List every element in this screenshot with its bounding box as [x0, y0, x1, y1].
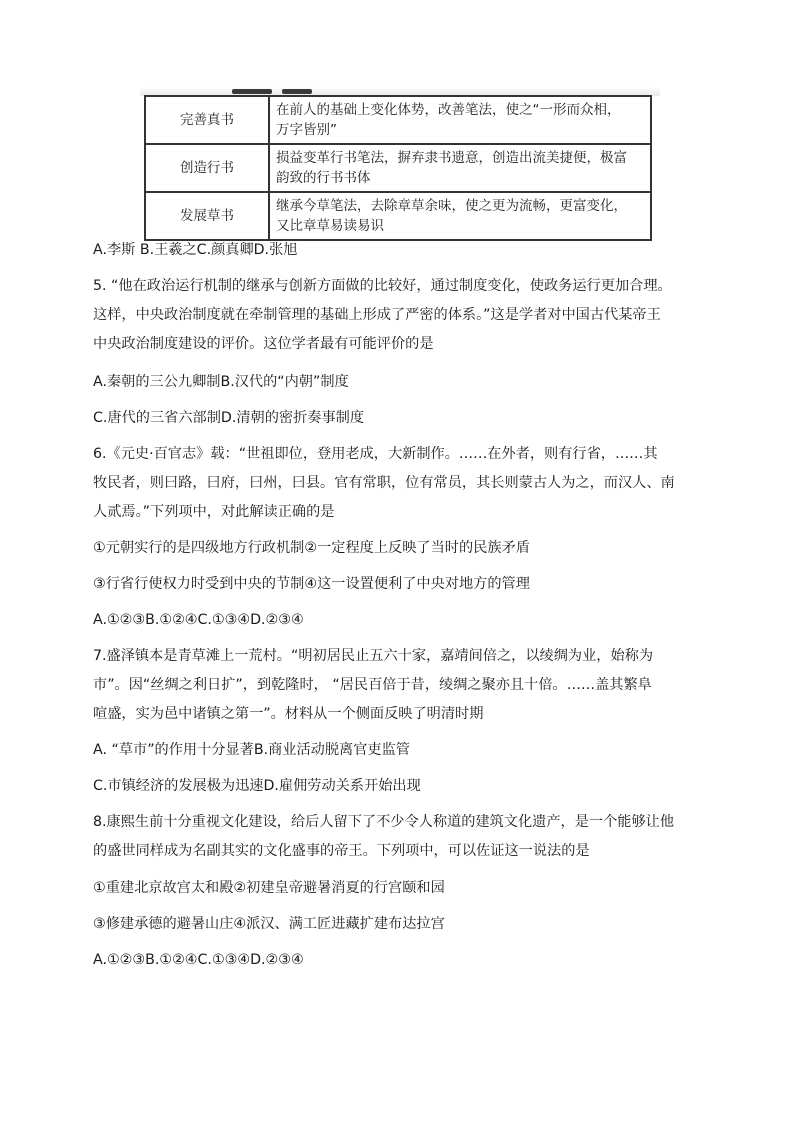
statement-line: ①元朝实行的是四级地方行政机制②一定程度上反映了当时的民族矛盾	[93, 540, 530, 556]
question-5-line: 中央政治制度建设的评价。这位学者最有可能评价的是	[93, 336, 434, 352]
question-5-line: 5. “他在政治运行机制的继承与创新方面做的比较好，通过制度变化，使政务运行更加合理。	[93, 278, 672, 294]
table-cell-item: 发展草书	[145, 192, 269, 240]
table-row	[145, 96, 651, 144]
table-cell-item: 完善真书	[145, 96, 269, 144]
question-8-line: 8.康熙生前十分重视文化建设，给后人留下了不少令人称道的建筑文化遗产，是一个能够让他	[93, 814, 675, 830]
question-5-line: 这样，中央政治制度就在牵制管理的基础上形成了严密的体系。”这是学者对中国古代某帝王	[93, 307, 661, 323]
answer-options-q5: A.秦朝的三公九卿制B.汉代的“内朝”制度	[93, 374, 349, 390]
question-8-line: 的盛世同样成为名副其实的文化盛事的帝王。下列项中，可以佐证这一说法的是	[93, 843, 590, 859]
answer-options-q7: C.市镇经济的发展极为迅速D.雇佣劳动关系开始出现	[93, 778, 421, 794]
scan-mark	[232, 89, 272, 94]
question-6-line: 牧民者，则曰路，曰府，曰州，曰县。官有常职，位有常员，其长则蒙古人为之，而汉人、南	[93, 475, 675, 491]
table-cell-desc	[269, 96, 651, 144]
statement-line: ③行省行使权力时受到中央的节制④这一设置便利了中央对地方的管理	[93, 576, 530, 592]
question-7-line: 市”。因“丝绸之利日扩”，到乾隆时， “居民百倍于昔，绫绸之聚亦且十倍。……盖其繁阜	[93, 677, 652, 693]
answer-options-q4: A.李斯 B.王羲之C.颜真卿D.张旭	[93, 242, 298, 258]
question-6-line: 6.《元史·百官志》载：“世祖即位，登用老成，大新制作。……在外者，则有行省，……其	[93, 446, 658, 462]
desc-line: 韵致的行书书体	[276, 170, 371, 186]
desc-line: 在前人的基础上变化体势，改善笔法，使之“一形而众相，	[276, 102, 621, 118]
desc-line: 继承今草笔法，去除章草余味，使之更为流畅，更富变化，	[276, 198, 627, 214]
table-cell-desc	[269, 192, 651, 240]
answer-options-q8: A.①②③B.①②④C.①③④D.②③④	[93, 952, 304, 968]
table-row	[145, 144, 651, 192]
desc-line: 又比章草易读易识	[276, 218, 384, 234]
answer-options-q5: C.唐代的三省六部制D.清朝的密折奏事制度	[93, 410, 365, 426]
desc-line: 万字皆别”	[276, 122, 337, 138]
scan-mark	[282, 89, 312, 94]
calligraphy-table	[144, 95, 652, 241]
answer-options-q6: A.①②③B.①②④C.①③④D.②③④	[93, 612, 304, 628]
statement-line: ①重建北京故宫太和殿②初建皇帝避暑消夏的行宫颐和园	[93, 880, 445, 896]
table-cell-desc	[269, 144, 651, 192]
question-7-line: 7.盛泽镇本是青草滩上一荒村。“明初居民止五六十家，嘉靖间倍之，以绫绸为业，始称为	[93, 648, 654, 664]
desc-line: 损益变革行书笔法，摒弃隶书遗意，创造出流美捷便，极富	[276, 150, 627, 166]
question-7-line: 喧盛，实为邑中诸镇之第一”。材料从一个侧面反映了明清时期	[93, 706, 484, 722]
answer-options-q7: A. “草市”的作用十分显著B.商业活动脱离官吏监管	[93, 742, 410, 758]
table-cell-item: 创造行书	[145, 144, 269, 192]
table-row	[145, 192, 651, 240]
statement-line: ③修建承德的避暑山庄④派汉、满工匠进藏扩建布达拉宫	[93, 916, 445, 932]
question-6-line: 人贰焉。”下列项中，对此解读正确的是	[93, 504, 335, 520]
